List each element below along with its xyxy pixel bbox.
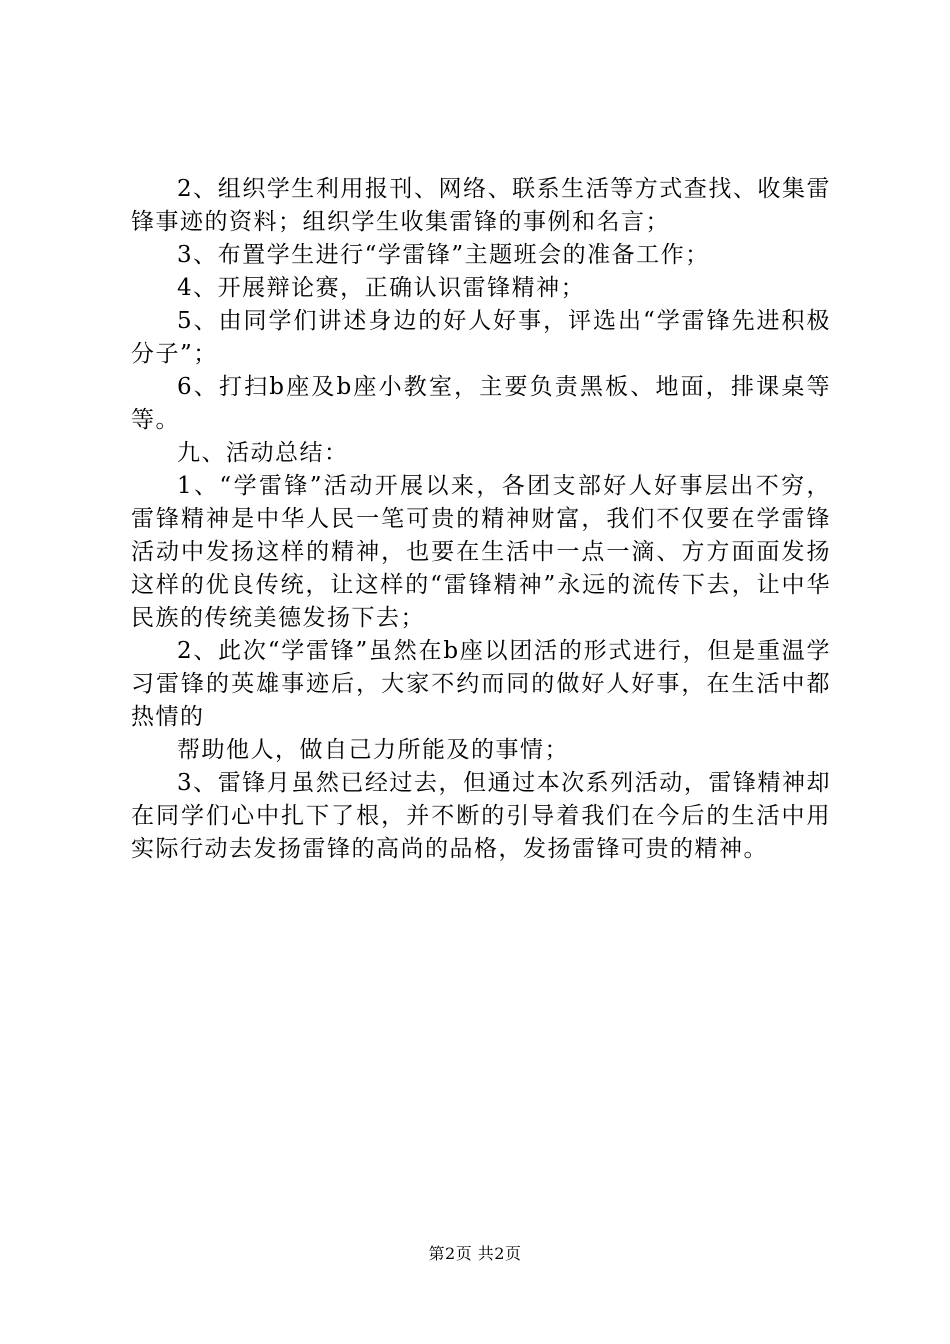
summary-paragraph-1: 1、“学雷锋”活动开展以来，各团支部好人好事层出不穷，雷锋精神是中华人民一笔可贵的精神财富，我们不仅要在学雷锋活动中发扬这样的精神，也要在生活中一点一滴、方方面面发扬这样的优良传统，让这样的“雷锋精神”永远的流传下去，让中华民族的传统美德发扬下去； <box>131 473 831 631</box>
page-footer: 第2页 共2页 <box>428 1244 522 1263</box>
paragraph-item-5: 5、由同学们讲述身边的好人好事，评选出“学雷锋先进积极分子”； <box>131 308 831 367</box>
paragraph-item-2: 2、组织学生利用报刊、网络、联系生活等方式查找、收集雷锋事迹的资料；组织学生收集雷锋的事例和名言； <box>131 176 831 235</box>
paragraph-item-4: 4、开展辩论赛，正确认识雷锋精神； <box>177 275 586 301</box>
paragraph-item-3: 3、布置学生进行“学雷锋”主题班会的准备工作； <box>177 242 710 268</box>
document-body <box>131 173 831 866</box>
summary-paragraph-3: 3、雷锋月虽然已经过去，但通过本次系列活动，雷锋精神却在同学们心中扎下了根，并不断的引导着我们在今后的生活中用实际行动去发扬雷锋的高尚的品格，发扬雷锋可贵的精神。 <box>131 770 831 862</box>
paragraph-item-6: 6、打扫b座及b座小教室，主要负责黑板、地面，排课桌等等。 <box>131 374 831 433</box>
summary-paragraph-2-continued: 帮助他人，做自己力所能及的事情； <box>177 737 569 763</box>
section-heading-summary: 九、活动总结： <box>177 440 349 466</box>
summary-paragraph-2: 2、此次“学雷锋”虽然在b座以团活的形式进行，但是重温学习雷锋的英雄事迹后，大家不约而同的做好人好事，在生活中都热情的 <box>131 638 831 730</box>
